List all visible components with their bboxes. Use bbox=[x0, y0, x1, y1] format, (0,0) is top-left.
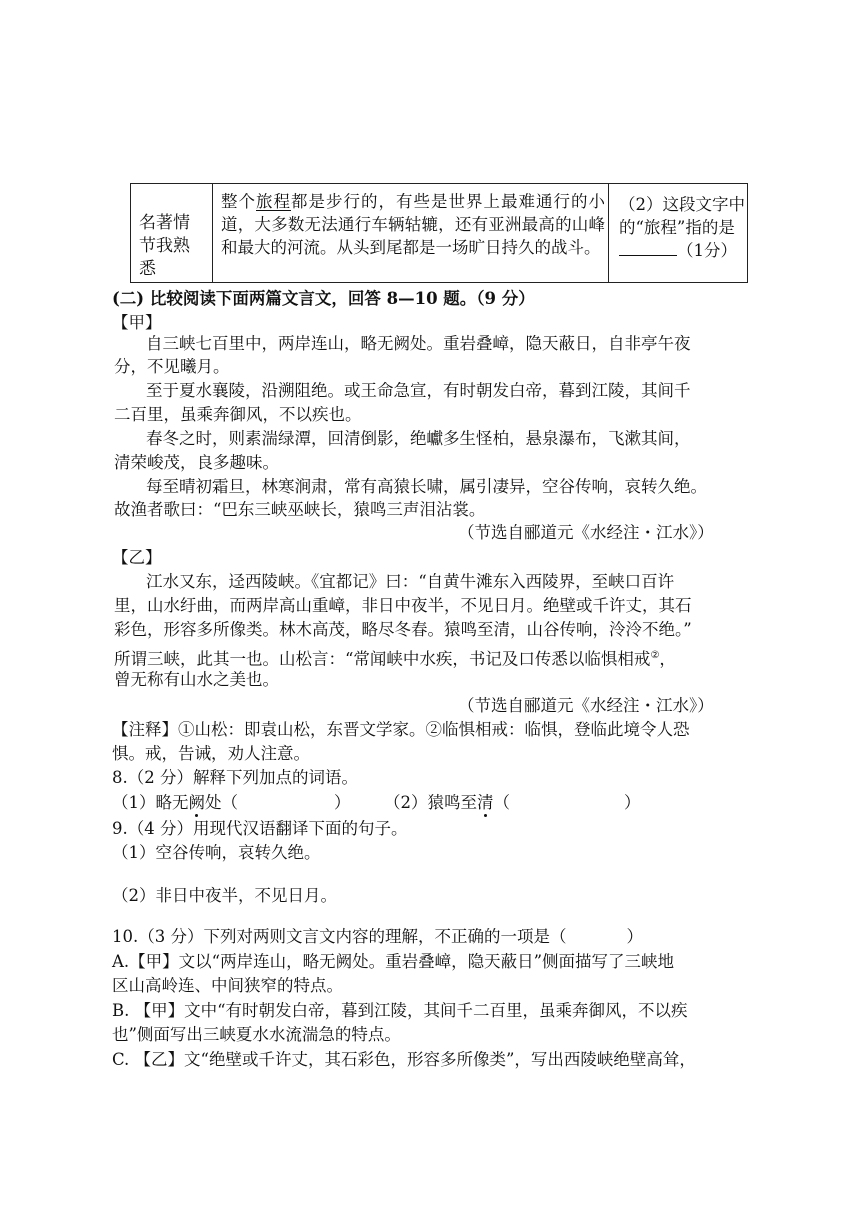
q8-item2-pre: （2）猿鸣至 bbox=[384, 793, 477, 812]
q8-item1-post: 处（ bbox=[205, 793, 238, 812]
jia-line-6: 清荣峻茂，良多趣味。 bbox=[114, 453, 279, 472]
q8-item1-pre: （1）略无 bbox=[112, 793, 189, 812]
q9-item-1: （1）空谷传响，哀转久绝。 bbox=[112, 843, 321, 862]
q10-stem-text: 10.（3 分）下列对两则文言文内容的理解，不正确的一项是（ bbox=[112, 927, 567, 946]
question-text: （2）这段文字中的“旅程”指的是 bbox=[619, 195, 745, 237]
jia-line-4: 二百里，虽乘奔御风，不以疾也。 bbox=[114, 405, 362, 424]
table-category-cell bbox=[131, 184, 213, 282]
q8-item-2 bbox=[384, 791, 641, 815]
q10-option-a-line-2: 区山高岭连、中间狭窄的特点。 bbox=[112, 976, 343, 995]
passage-underlined-word: 旅程 bbox=[256, 192, 291, 211]
note-line-1: 【注释】①山松：即袁山松，东晋文学家。②临惧相戒：临惧，登临此境令人恐 bbox=[112, 720, 690, 739]
jia-line-3: 至于夏水襄陵，沿溯阻绝。或王命急宣，有时朝发白帝，暮到江陵，其间千 bbox=[146, 381, 691, 400]
dotted-word-qing: 清 bbox=[477, 793, 494, 812]
table-question bbox=[619, 193, 747, 262]
table-passage-cell bbox=[213, 184, 609, 282]
passage-post: 都是步行的，有些是世界上最难通行的小道，大多数无法通行车辆轱辘，还有亚洲最高的山峰和最大的河流。从头到尾都是一场旷日持久的战斗。 bbox=[221, 192, 605, 257]
jia-line-8: 故渔者歌曰：“巴东三峡巫峡长，猿鸣三声泪沾裳。 bbox=[114, 500, 486, 519]
q8-stem: 8.（2 分）解释下列加点的词语。 bbox=[112, 768, 358, 787]
q10-stem bbox=[112, 925, 643, 949]
q8-item1-close: ） bbox=[334, 793, 351, 812]
table-question-cell bbox=[609, 184, 747, 282]
yi-line-1: 江水又东，迳西陵峡。《宜都记》曰：“自黄牛滩东入西陵界，至峡口百许 bbox=[146, 572, 675, 591]
q10-option-c-line-1: C. 【乙】文“绝壁或千许丈，其石彩色，形容多所像类”，写出西陵峡绝壁高耸， bbox=[112, 1050, 696, 1069]
q10-option-b-line-2: 也”侧面写出三峡夏水水流湍急的特点。 bbox=[112, 1025, 401, 1044]
jia-source: （节选自郦道元《水经注・江水》） bbox=[458, 523, 714, 542]
yi-source: （节选自郦道元《水经注・江水》） bbox=[458, 696, 714, 715]
question-score: （1分） bbox=[677, 241, 737, 260]
table-passage bbox=[221, 190, 605, 259]
q10-option-a-line-1: A.【甲】文以“两岸连山，略无阙处。重岩叠嶂，隐天蔽日”侧面描写了三峡地 bbox=[112, 952, 675, 971]
yi-line-3: 彩色，形容多所像类。林木高茂，略尽冬春。猿鸣至清，山谷传响，泠泠不绝。” bbox=[114, 620, 692, 639]
yi-line-4: 所谓三峡，此其一也。山松言：“常闻峡中水疾，书记及口传悉以临惧相戒②， bbox=[114, 649, 676, 669]
q8-item2-open: （ bbox=[493, 793, 510, 812]
q8-item2-close: ） bbox=[624, 793, 641, 812]
answer-blank[interactable] bbox=[619, 239, 677, 256]
jia-line-2: 分，不见曦月。 bbox=[114, 357, 230, 376]
table-category: 名著情节我熟悉 bbox=[139, 213, 190, 279]
yi-line-5: 曾无称有山水之美也。 bbox=[114, 670, 279, 689]
section-heading: (二) 比较阅读下面两篇文言文，回答 8—10 题。（9 分） bbox=[112, 289, 535, 308]
jia-label: 【甲】 bbox=[112, 313, 162, 332]
yi-line-4-text: 所谓三峡，此其一也。山松言：“常闻峡中水疾，书记及口传悉以临惧相戒 bbox=[114, 649, 651, 669]
q9-item-2: （2）非日中夜半，不见日月。 bbox=[112, 886, 337, 905]
jia-line-1: 自三峡七百里中，两岸连山，略无阙处。重岩叠嶂，隐天蔽日，自非亭午夜 bbox=[146, 334, 691, 353]
q8-item-1 bbox=[112, 791, 351, 815]
q9-stem: 9.（4 分）用现代汉语翻译下面的句子。 bbox=[112, 819, 408, 838]
q10-stem-close: ） bbox=[626, 927, 643, 946]
yi-label: 【乙】 bbox=[112, 548, 162, 567]
passage-pre: 整个 bbox=[221, 192, 256, 211]
reading-table bbox=[130, 183, 748, 283]
yi-line-2: 里，山水纡曲，而两岸高山重嶂，非日中夜半，不见日月。绝壁或千许丈，其石 bbox=[114, 596, 692, 615]
jia-line-7: 每至晴初霜旦，林寒涧肃，常有高猿长啸，属引凄异，空谷传响，哀转久绝。 bbox=[146, 477, 707, 496]
note-line-2: 惧。戒，告诫，劝人注意。 bbox=[112, 744, 310, 763]
jia-line-5: 春冬之时，则素湍绿潭，回清倒影，绝巘多生怪柏，悬泉瀑布，飞漱其间， bbox=[146, 429, 691, 448]
q10-option-b-line-1: B. 【甲】文中“有时朝发白帝，暮到江陵，其间千二百里，虽乘奔御风，不以疾 bbox=[112, 1001, 688, 1020]
dotted-word-que: 阙 bbox=[188, 793, 205, 812]
footnote-mark: ② bbox=[650, 650, 660, 661]
